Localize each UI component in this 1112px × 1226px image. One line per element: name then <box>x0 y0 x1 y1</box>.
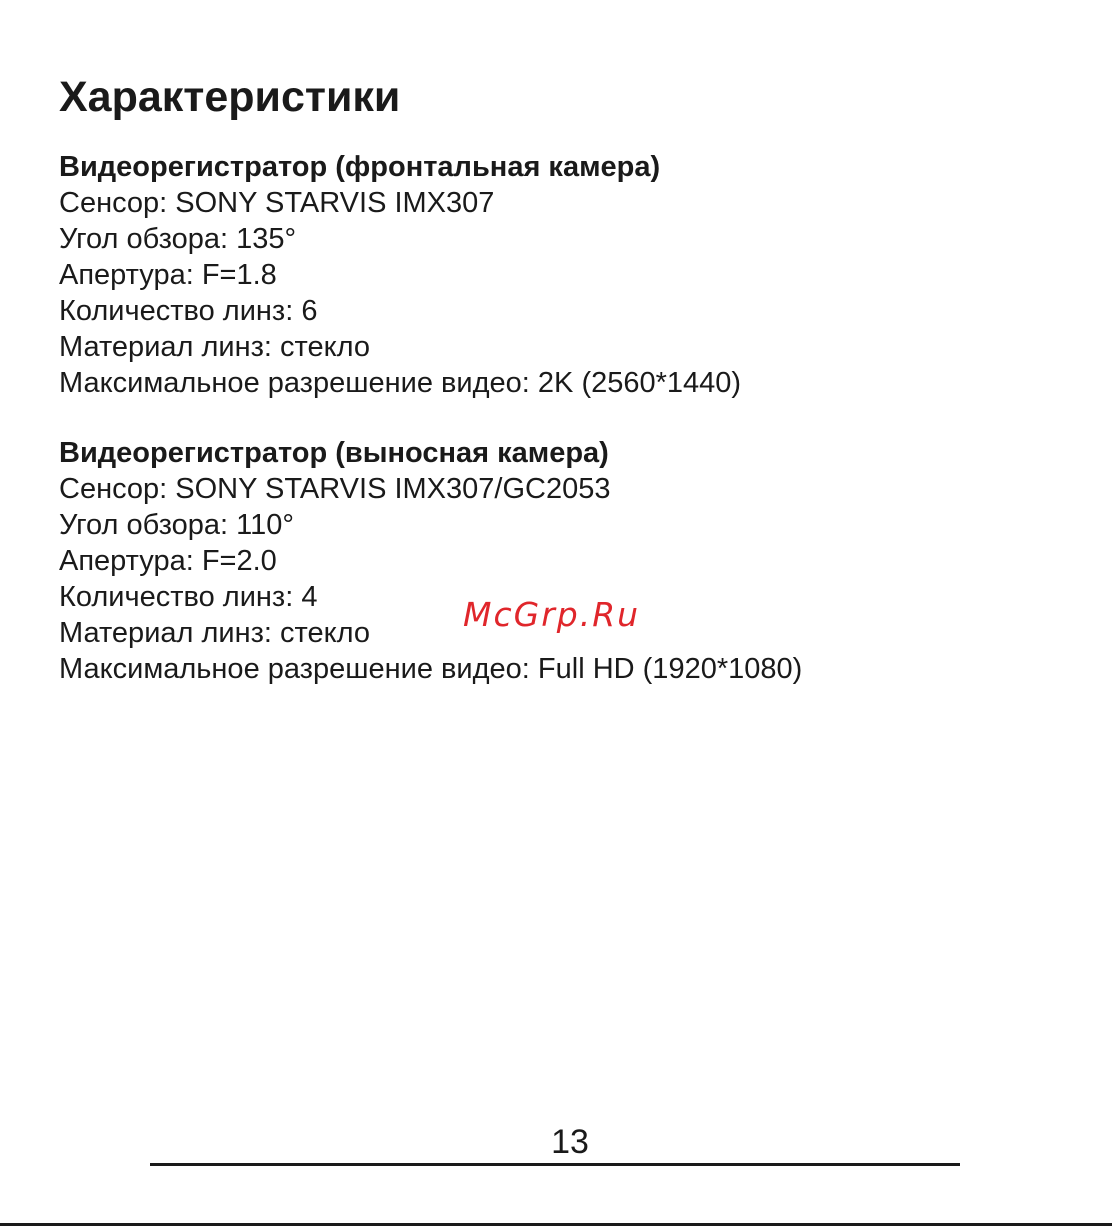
front-lens-material-spec: Материал линз: стекло <box>59 331 371 363</box>
rear-aperture-spec: Апертура: F=2.0 <box>59 545 277 577</box>
rear-max-resolution-spec: Максимальное разрешение видео: Full HD (1920*1080) <box>59 653 803 685</box>
front-lens-count-spec: Количество линз: 6 <box>59 295 318 327</box>
page-number: 13 <box>551 1123 589 1161</box>
front-camera-heading: Видеорегистратор (фронтальная камера) <box>59 151 661 183</box>
front-camera-section <box>59 149 741 401</box>
rear-lens-material-spec: Материал линз: стекло <box>59 617 371 649</box>
page-title: Характеристики <box>59 73 401 121</box>
footer-divider <box>150 1163 960 1166</box>
front-view-angle-spec: Угол обзора: 135° <box>59 223 297 255</box>
watermark: McGrp.Ru <box>463 595 641 634</box>
front-sensor-spec: Сенсор: SONY STARVIS IMX307 <box>59 187 495 219</box>
rear-sensor-spec: Сенсор: SONY STARVIS IMX307/GC2053 <box>59 473 611 505</box>
front-max-resolution-spec: Максимальное разрешение видео: 2K (2560*1440) <box>59 367 742 399</box>
rear-camera-heading: Видеорегистратор (выносная камера) <box>59 437 609 469</box>
front-aperture-spec: Апертура: F=1.8 <box>59 259 277 291</box>
rear-view-angle-spec: Угол обзора: 110° <box>59 509 294 541</box>
rear-camera-section <box>59 435 802 687</box>
rear-lens-count-spec: Количество линз: 4 <box>59 581 318 613</box>
